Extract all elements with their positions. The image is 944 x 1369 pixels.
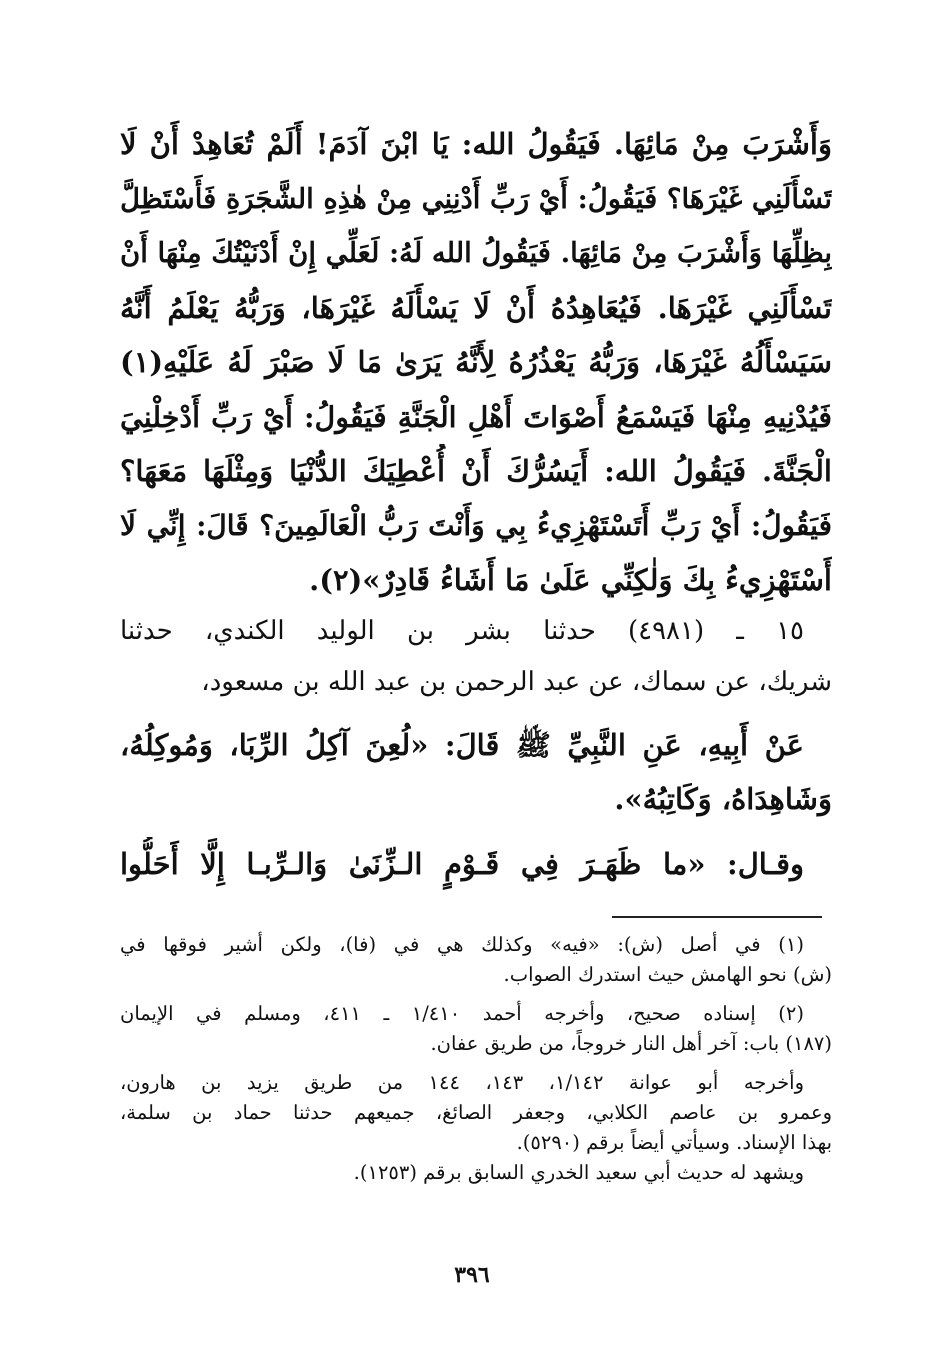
page-number: ٣٩٦ xyxy=(454,1262,490,1288)
main-text-line: فَيَقُولُ: أَيْ رَبِّ أَتَسْتَهْزِيءُ بِي وَأَنْتَ رَبُّ الْعَالَمِينَ؟ قَالَ: إِنِّي لَا xyxy=(120,508,832,542)
footnote-line: وعمرو بن عاصم الكلابي، وجعفر الصائغ، جميعهم حدثنا حماد بن سلمة، xyxy=(120,1101,832,1124)
footnote-line: (٢) إسناده صحيح، وأخرجه أحمد ١/٤١٠ ـ ٤١١، ومسلم في الإيمان xyxy=(120,1002,804,1025)
continuation-line: وقـال: «ما ظَهَـرَ فِي قَـوْمٍ الـزِّنَىٰ وَالـرِّبـا إِلَّا أَحَلُّوا xyxy=(120,847,804,881)
hadith-text-line: وَشَاهِدَاهُ، وَكَاتِبُهُ». xyxy=(614,782,832,816)
footnote-line: (ش) نحو الهامش حيث استدرك الصواب. xyxy=(503,963,832,986)
footnote-line: وأخرجه أبو عوانة ١/١٤٢، ١٤٣، ١٤٤ من طريق يزيد بن هارون، xyxy=(120,1071,805,1094)
main-text-line: بِظِلِّهَا وَأَشْرَبَ مِنْ مَائِهَا. فَيَقُولُ الله لَهُ: لَعَلِّي إِنْ أَدْنَيْتُكَ مِنْهَا أَنْ xyxy=(120,237,832,269)
main-text-line: وَأَشْرَبَ مِنْ مَائِهَا. فَيَقُولُ الله: يَا ابْنَ آدَمَ! أَلَمْ تُعَاهِدْ أَنْ لَا xyxy=(120,127,832,161)
main-text xyxy=(120,117,832,608)
hadith-chain xyxy=(120,606,832,708)
hadith-chain-line: ١٥ ـ (٤٩٨١) حدثنا بشر بن الوليد الكندي، حدثنا xyxy=(120,616,804,646)
main-text-line: سَيَسْأَلُهُ غَيْرَهَا، وَرَبُّهُ يَعْذُرُهُ لِأَنَّهُ يَرَىٰ مَا لَا صَبْرَ لَهُ عَلَيْهِ(١) xyxy=(120,345,832,379)
continuation-text xyxy=(120,837,832,891)
footnote-divider xyxy=(612,916,822,918)
footnote-line: (١٨٧) باب: آخر أهل النار خروجاً، من طريق عفان. xyxy=(430,1032,832,1055)
main-text-line: تَسْأَلَنِي غَيْرَهَا. فَيُعَاهِدُهُ أَنْ لَا يَسْأَلَهُ غَيْرَهَا، وَرَبُّهُ يَعْلَمُ أَنَّهُ xyxy=(120,290,832,325)
main-text-line: تَسْأَلَنِي غَيْرَهَا؟ فَيَقُولُ: أَيْ رَبِّ أَدْنِنِي مِنْ هٰذِهِ الشَّجَرَةِ فَأَسْتَظِلَّ xyxy=(120,182,832,215)
footnote-line: بهذا الإسناد. وسيأتي أيضاً برقم (٥٢٩٠). xyxy=(516,1131,832,1154)
hadith-text xyxy=(120,718,832,826)
footnote-line: ويشهد له حديث أبي سعيد الخدري السابق برقم (١٢٥٣). xyxy=(353,1161,804,1184)
footnotes xyxy=(120,930,832,1188)
hadith-chain-line: شريك، عن سماك، عن عبد الرحمن بن عبد الله بن مسعود، xyxy=(201,667,832,697)
main-text-line: الْجَنَّةَ. فَيَقُولُ الله: أَيَسُرُّكَ أَنْ أُعْطِيَكَ الدُّنْيَا وَمِثْلَهَا مَعَهَا؟ xyxy=(120,454,832,488)
hadith-text-line: عَنْ أَبِيهِ، عَنِ النَّبِيِّ ﷺ قَالَ: «لُعِنَ آكِلُ الرِّبَا، وَمُوكِلُهُ، xyxy=(120,728,804,762)
main-text-line: فَيُدْنِيهِ مِنْهَا فَيَسْمَعُ أَصْوَاتَ أَهْلِ الْجَنَّةِ فَيَقُولُ: أَيْ رَبِّ أَدْخِلْنِيَ xyxy=(120,399,832,434)
main-text-line: أَسْتَهْزِيءُ بِكَ وَلٰكِنِّي عَلَىٰ مَا أَشَاءُ قَادِرٌ»(٢). xyxy=(309,563,832,597)
footnote-line: (١) في أصل (ش): «فيه» وكذلك هي في (فا)، ولكن أشير فوقها في xyxy=(120,933,804,956)
